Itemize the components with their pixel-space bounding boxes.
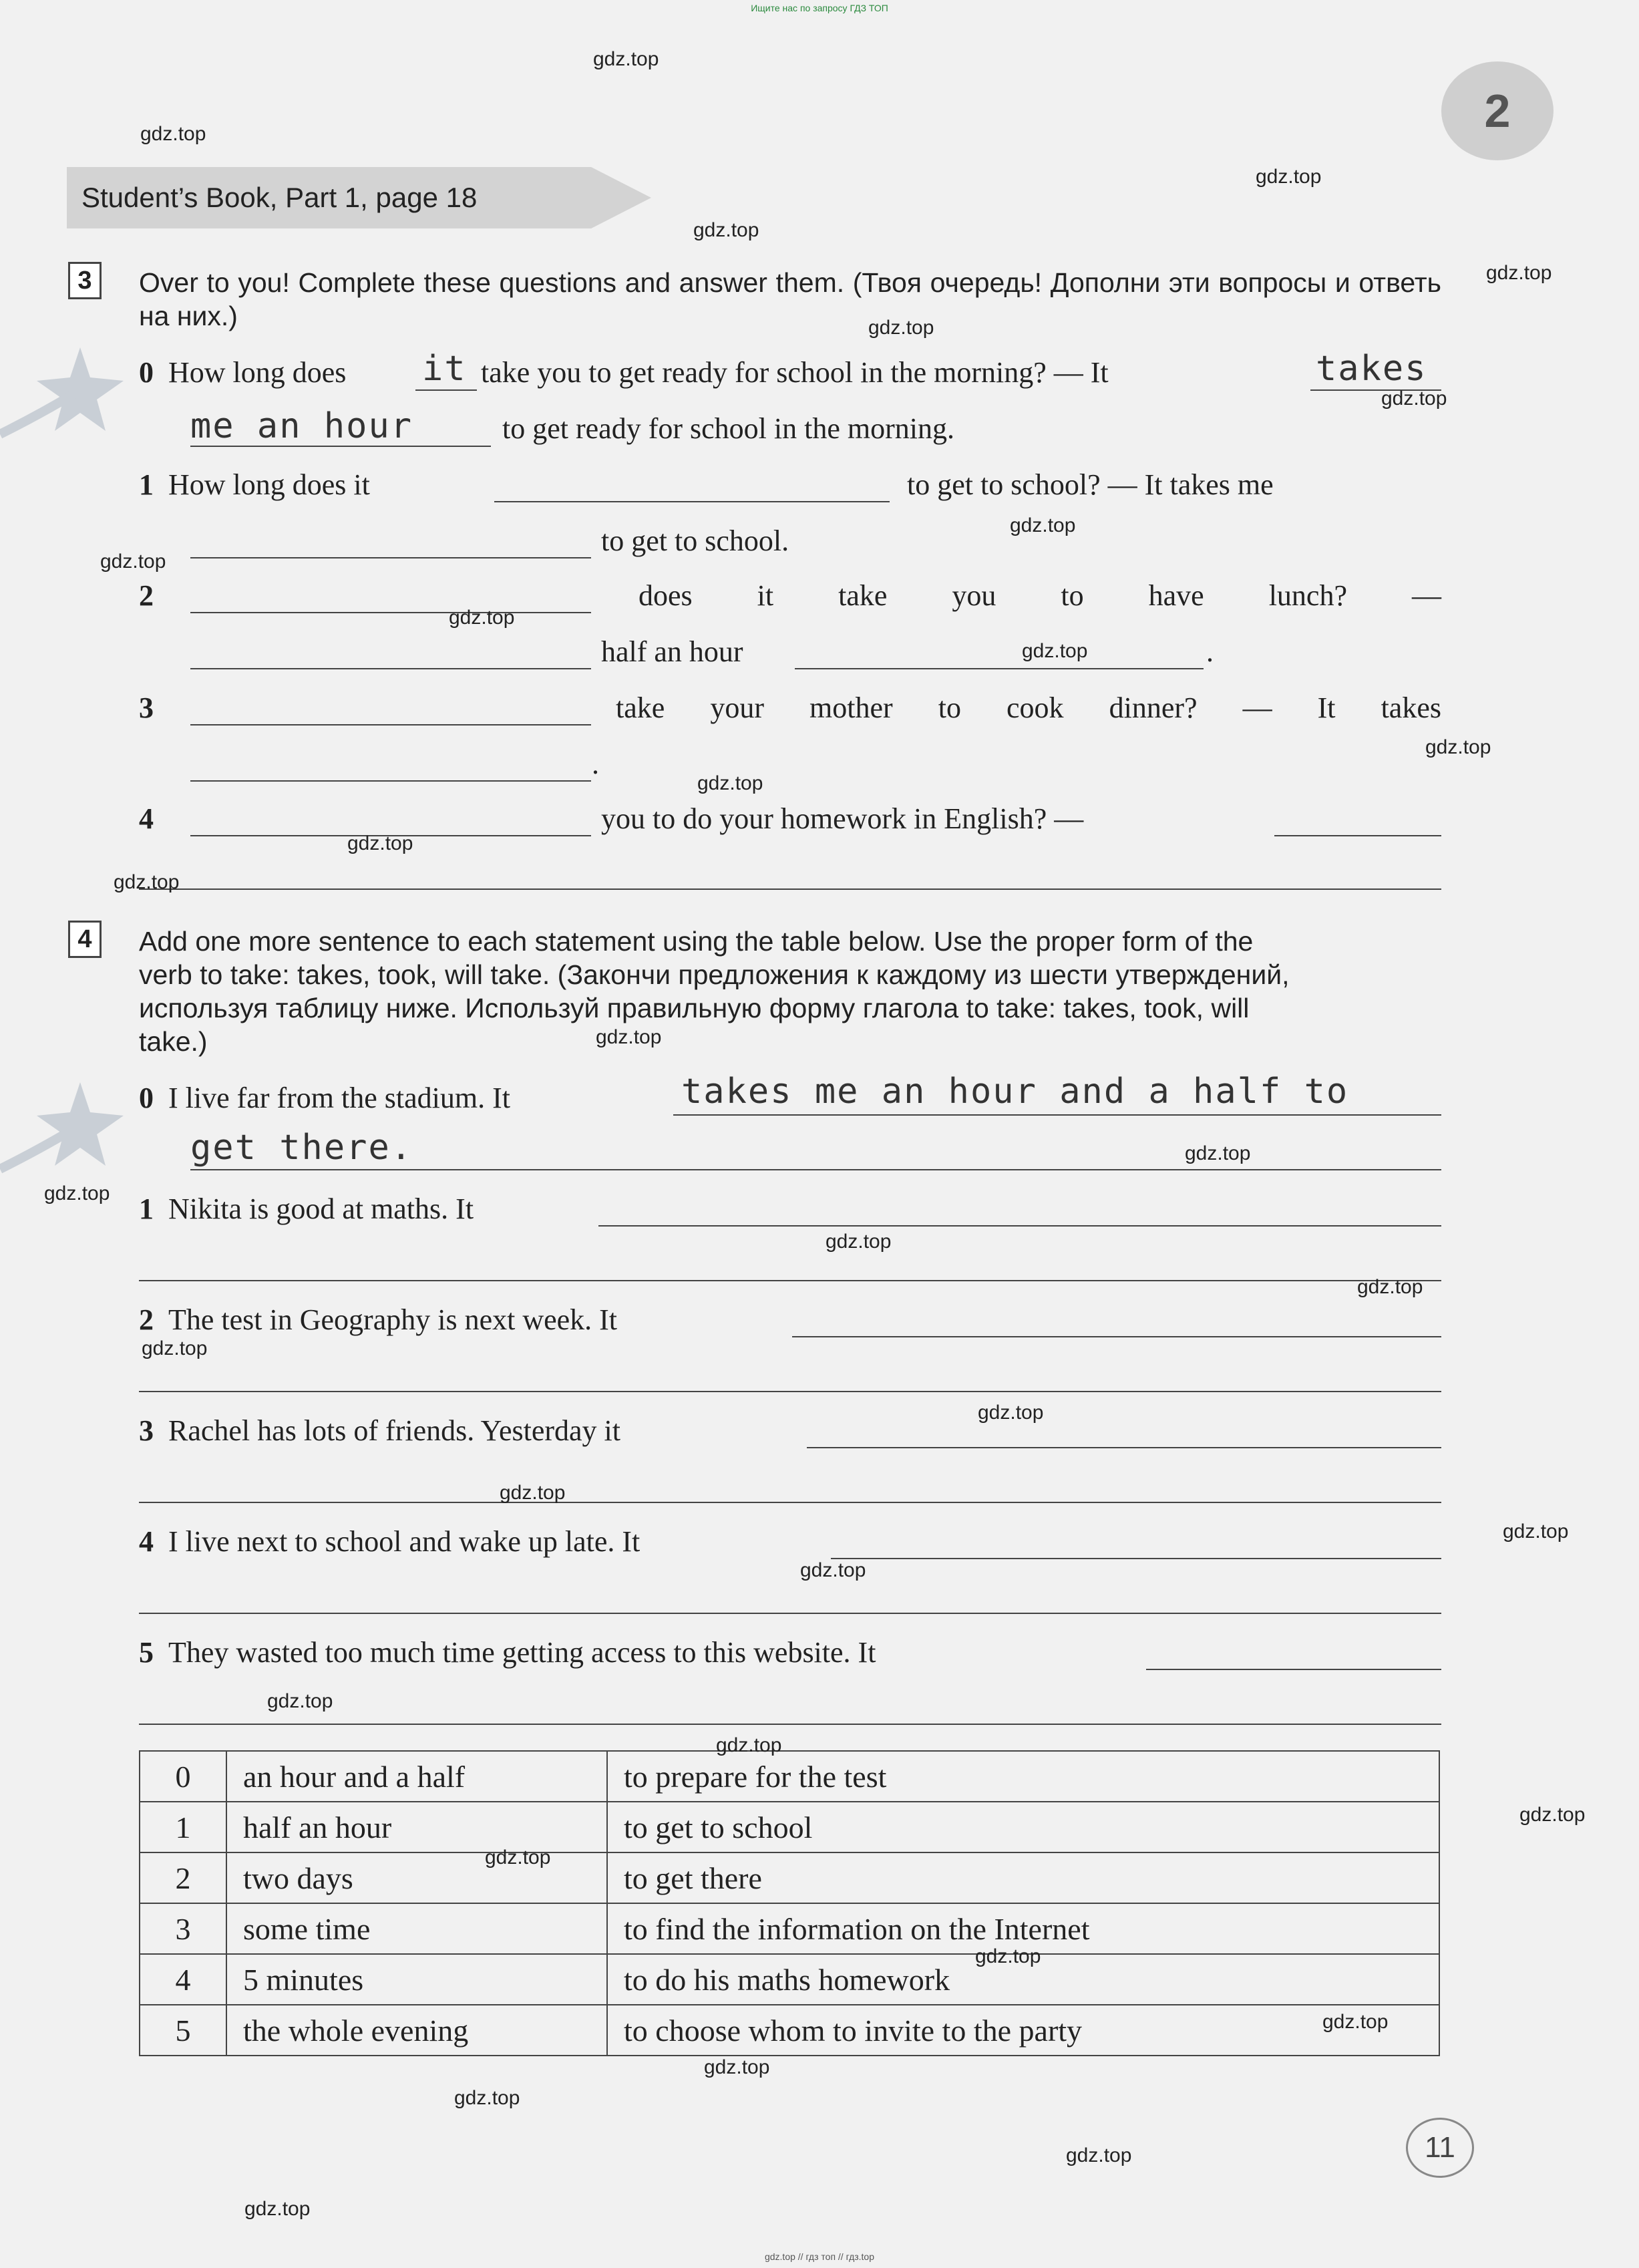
ex3-item-2-number: 2 <box>139 579 154 612</box>
ex3-item-4-text: you to do your homework in English? — <box>601 802 1084 835</box>
table-row <box>140 1751 1439 1802</box>
watermark: gdz.top <box>1357 1276 1423 1298</box>
answer-line[interactable] <box>139 888 1441 890</box>
table-cell: to find the information on the Internet <box>607 1903 1439 1954</box>
ex3-item-0-answer-2: takes <box>1316 349 1427 389</box>
answer-line[interactable] <box>190 724 591 725</box>
watermark: gdz.top <box>593 48 659 70</box>
table-cell: 5 <box>140 2005 226 2056</box>
answer-line[interactable] <box>831 1558 1441 1559</box>
watermark: gdz.top <box>868 317 934 339</box>
star-icon <box>0 334 134 441</box>
table-cell: 2 <box>140 1852 226 1903</box>
bottom-note: gdz.top // гдз топ // гдз.top <box>764 2251 875 2262</box>
answer-line <box>190 1169 1441 1170</box>
answer-line <box>673 1114 1441 1116</box>
ex3-item-2-text-2: half an hour <box>601 635 743 668</box>
table-cell: 4 <box>140 1954 226 2005</box>
answer-line[interactable] <box>190 668 591 669</box>
watermark: gdz.top <box>114 871 180 893</box>
watermark: gdz.top <box>100 550 166 573</box>
answer-line <box>190 446 491 447</box>
table-cell: the whole evening <box>226 2005 607 2056</box>
ex3-item-2-text-3: . <box>1206 635 1214 668</box>
watermark: gdz.top <box>697 772 763 794</box>
watermark: gdz.top <box>347 832 413 854</box>
table-row <box>140 2005 1439 2056</box>
answer-line[interactable] <box>494 501 890 502</box>
table-cell: 3 <box>140 1903 226 1954</box>
table-row <box>140 1802 1439 1852</box>
watermark: gdz.top <box>975 1945 1041 1967</box>
watermark: gdz.top <box>1425 736 1491 758</box>
watermark: gdz.top <box>267 1690 333 1712</box>
answer-line[interactable] <box>795 668 1204 669</box>
ex3-item-1-text-2: to get to school. <box>601 524 789 557</box>
answer-line[interactable] <box>190 612 591 613</box>
watermark: gdz.top <box>1381 387 1447 410</box>
star-icon <box>0 1069 134 1176</box>
table-cell: to prepare for the test <box>607 1751 1439 1802</box>
exercise-4-instruction <box>139 925 1441 1058</box>
ex4-item-0-answer-2: get there. <box>190 1128 413 1168</box>
ex4-item-5: 5 They wasted too much time getting access to this website. It <box>139 1636 876 1669</box>
watermark: gdz.top <box>454 2087 520 2109</box>
watermark: gdz.top <box>1010 514 1076 536</box>
ex3-item-3-text: take your mother to cook dinner? — It takes <box>616 691 1441 724</box>
page-number: 11 <box>1406 2118 1474 2178</box>
watermark: gdz.top <box>140 123 206 145</box>
ex4-item-0: 0 I live far from the stadium. It <box>139 1082 510 1114</box>
watermark: gdz.top <box>596 1026 662 1048</box>
watermark: gdz.top <box>826 1231 892 1253</box>
watermark: gdz.top <box>1185 1142 1251 1164</box>
options-table <box>139 1750 1440 2056</box>
answer-line[interactable] <box>190 557 591 558</box>
answer-line[interactable] <box>190 780 591 782</box>
watermark: gdz.top <box>1519 1804 1586 1826</box>
watermark: gdz.top <box>500 1482 566 1504</box>
table-cell: 1 <box>140 1802 226 1852</box>
table-cell: an hour and a half <box>226 1751 607 1802</box>
instruction-line: используя таблицу ниже. Используй правильную форму глагола to take: takes, took, will <box>139 993 1250 1023</box>
ex4-item-2: 2 The test in Geography is next week. It <box>139 1303 618 1336</box>
ex3-item-4-number: 4 <box>139 802 154 835</box>
watermark: gdz.top <box>1503 1520 1569 1543</box>
watermark: gdz.top <box>449 607 515 629</box>
answer-line[interactable] <box>139 1724 1441 1725</box>
watermark: gdz.top <box>244 2198 311 2220</box>
instruction-line: take.) <box>139 1026 208 1057</box>
answer-line[interactable] <box>807 1447 1441 1448</box>
table-row <box>140 1954 1439 2005</box>
answer-line[interactable] <box>792 1336 1441 1337</box>
exercise-3-number: 3 <box>68 262 102 299</box>
watermark: gdz.top <box>704 2056 770 2078</box>
watermark: gdz.top <box>1066 2144 1132 2166</box>
watermark: gdz.top <box>485 1846 551 1869</box>
watermark: gdz.top <box>1256 166 1322 188</box>
answer-line[interactable] <box>139 1613 1441 1614</box>
exercise-3-instruction: Over to you! Complete these questions and answer them. (Твоя очередь! Дополни эти вопросы и ответь на них.) <box>139 267 1441 331</box>
watermark: gdz.top <box>800 1559 866 1581</box>
table-cell: 0 <box>140 1751 226 1802</box>
ex3-item-1: 1 How long does it <box>139 468 370 501</box>
ex4-item-4: 4 I live next to school and wake up late. It <box>139 1525 641 1558</box>
watermark: gdz.top <box>978 1402 1044 1424</box>
answer-line[interactable] <box>139 1391 1441 1392</box>
answer-line[interactable] <box>1146 1669 1441 1670</box>
ex3-item-0: 0 How long does <box>139 356 347 389</box>
ex4-item-1: 1 Nikita is good at maths. It <box>139 1192 474 1225</box>
watermark: gdz.top <box>1022 640 1088 662</box>
watermark: gdz.top <box>716 1734 782 1756</box>
watermark: gdz.top <box>44 1182 110 1204</box>
answer-line[interactable] <box>1274 835 1441 836</box>
table-row <box>140 1903 1439 1954</box>
ex4-item-0-answer-1: takes me an hour and a half to <box>681 1072 1349 1112</box>
ex4-item-3: 3 Rachel has lots of friends. Yesterday it <box>139 1414 620 1447</box>
table-cell: to get there <box>607 1852 1439 1903</box>
banner-arrow-icon <box>591 167 651 228</box>
ex3-item-3-number: 3 <box>139 691 154 724</box>
table-cell: two days <box>226 1852 607 1903</box>
watermark: gdz.top <box>1322 2011 1389 2033</box>
table-cell: to get to school <box>607 1802 1439 1852</box>
instruction-line: verb to take: takes, took, will take. (Закончи предложения к каждому из шести утверждений, <box>139 959 1290 990</box>
section-banner: Student’s Book, Part 1, page 18 <box>67 167 591 228</box>
table-cell: half an hour <box>226 1802 607 1852</box>
watermark: gdz.top <box>1486 262 1552 284</box>
ex3-item-0-answer-3: me an hour <box>190 406 413 446</box>
ex3-item-3-text-2: . <box>592 748 599 780</box>
watermark: gdz.top <box>693 219 759 241</box>
unit-badge: 2 <box>1441 61 1554 160</box>
ex3-item-1-text: to get to school? — It takes me <box>907 468 1274 501</box>
top-note: Ищите нас по запросу ГДЗ ТОП <box>751 3 888 13</box>
exercise-4-number: 4 <box>68 921 102 958</box>
answer-line <box>415 389 477 391</box>
table-row <box>140 1852 1439 1903</box>
table-cell: some time <box>226 1903 607 1954</box>
ex3-item-0-answer-1: it <box>422 349 467 389</box>
answer-line[interactable] <box>598 1225 1441 1227</box>
ex3-item-0-text-2: to get ready for school in the morning. <box>502 412 954 445</box>
table-cell: 5 minutes <box>226 1954 607 2005</box>
answer-line[interactable] <box>139 1502 1441 1503</box>
table-cell: to do his maths homework <box>607 1954 1439 2005</box>
ex3-item-2-text: does it take you to have lunch? — <box>639 579 1441 612</box>
table-cell: to choose whom to invite to the party <box>607 2005 1439 2056</box>
watermark: gdz.top <box>142 1337 208 1359</box>
instruction-line: Add one more sentence to each statement using the table below. Use the proper form of the <box>139 926 1254 957</box>
answer-line[interactable] <box>139 1280 1441 1281</box>
ex3-item-0-text: take you to get ready for school in the morning? — It <box>481 356 1109 389</box>
